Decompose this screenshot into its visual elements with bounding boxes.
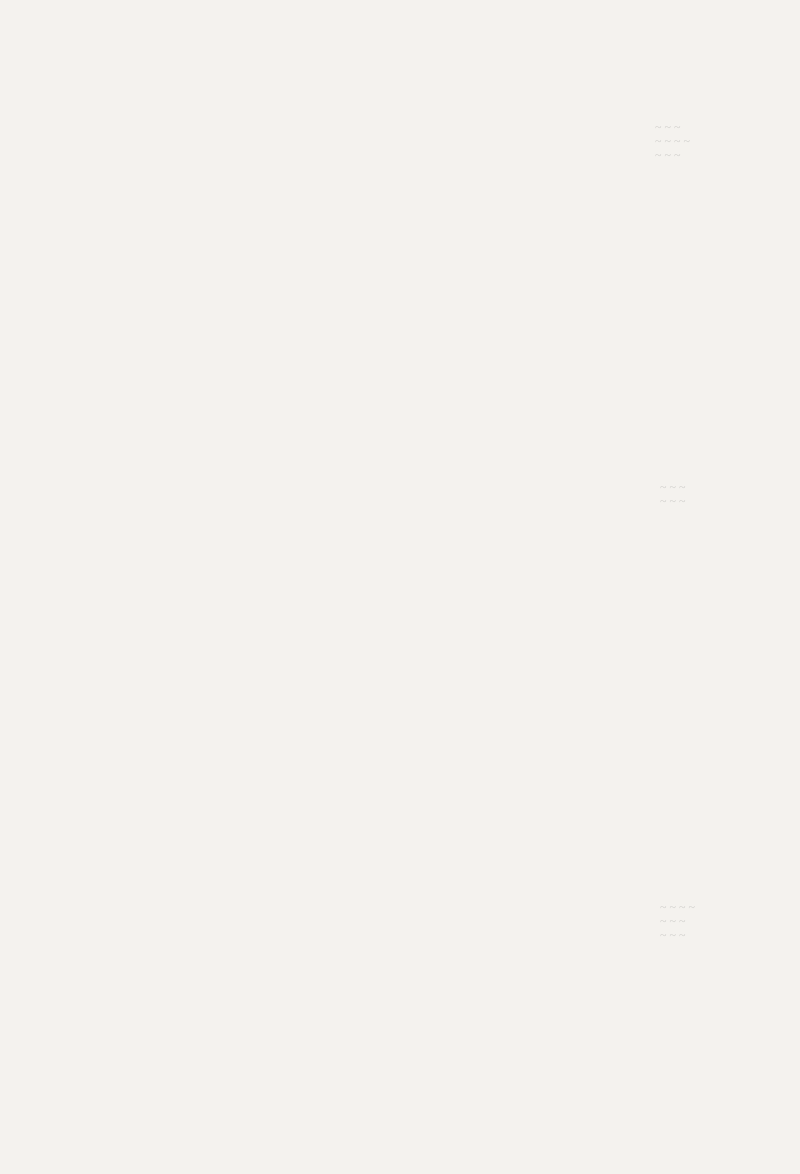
- text-line: [36, 788, 636, 814]
- text-line: [36, 920, 636, 946]
- text-line: [36, 947, 636, 973]
- text-line: [36, 339, 636, 365]
- text-line: [36, 497, 636, 523]
- text-line: [36, 682, 636, 708]
- text-line: [36, 894, 636, 920]
- text-line: [36, 391, 636, 417]
- text-line: [36, 471, 636, 497]
- text-line: [36, 999, 636, 1025]
- text-line: [36, 1026, 636, 1052]
- text-line: [36, 709, 636, 735]
- text-line: [36, 127, 636, 153]
- text-line: [36, 629, 636, 655]
- text-line: [36, 814, 636, 840]
- text-line: [36, 153, 636, 179]
- text-line: [36, 286, 636, 312]
- text-line: [36, 444, 636, 470]
- text-line: [36, 576, 636, 602]
- text-line: [36, 841, 636, 867]
- text-line: [36, 233, 636, 259]
- text-line: [36, 365, 636, 391]
- text-line: [36, 312, 636, 338]
- text-line: [36, 259, 636, 285]
- bleed-through-text: ~ ~ ~ ~ ~ ~ ~ ~ ~ ~: [655, 120, 690, 162]
- text-line: [36, 735, 636, 761]
- text-line: [36, 656, 636, 682]
- text-line: [36, 603, 636, 629]
- text-line: [36, 973, 636, 999]
- text-line: [36, 524, 636, 550]
- text-line: [36, 180, 636, 206]
- bleed-through-text: ~ ~ ~ ~ ~ ~ ~ ~ ~ ~: [660, 900, 695, 942]
- text-line: [36, 762, 636, 788]
- text-line: [36, 206, 636, 232]
- body-text: [36, 127, 636, 1052]
- bleed-through-text: ~ ~ ~ ~ ~ ~: [660, 480, 686, 508]
- text-line: [36, 418, 636, 444]
- text-line: [36, 550, 636, 576]
- text-line: [36, 867, 636, 893]
